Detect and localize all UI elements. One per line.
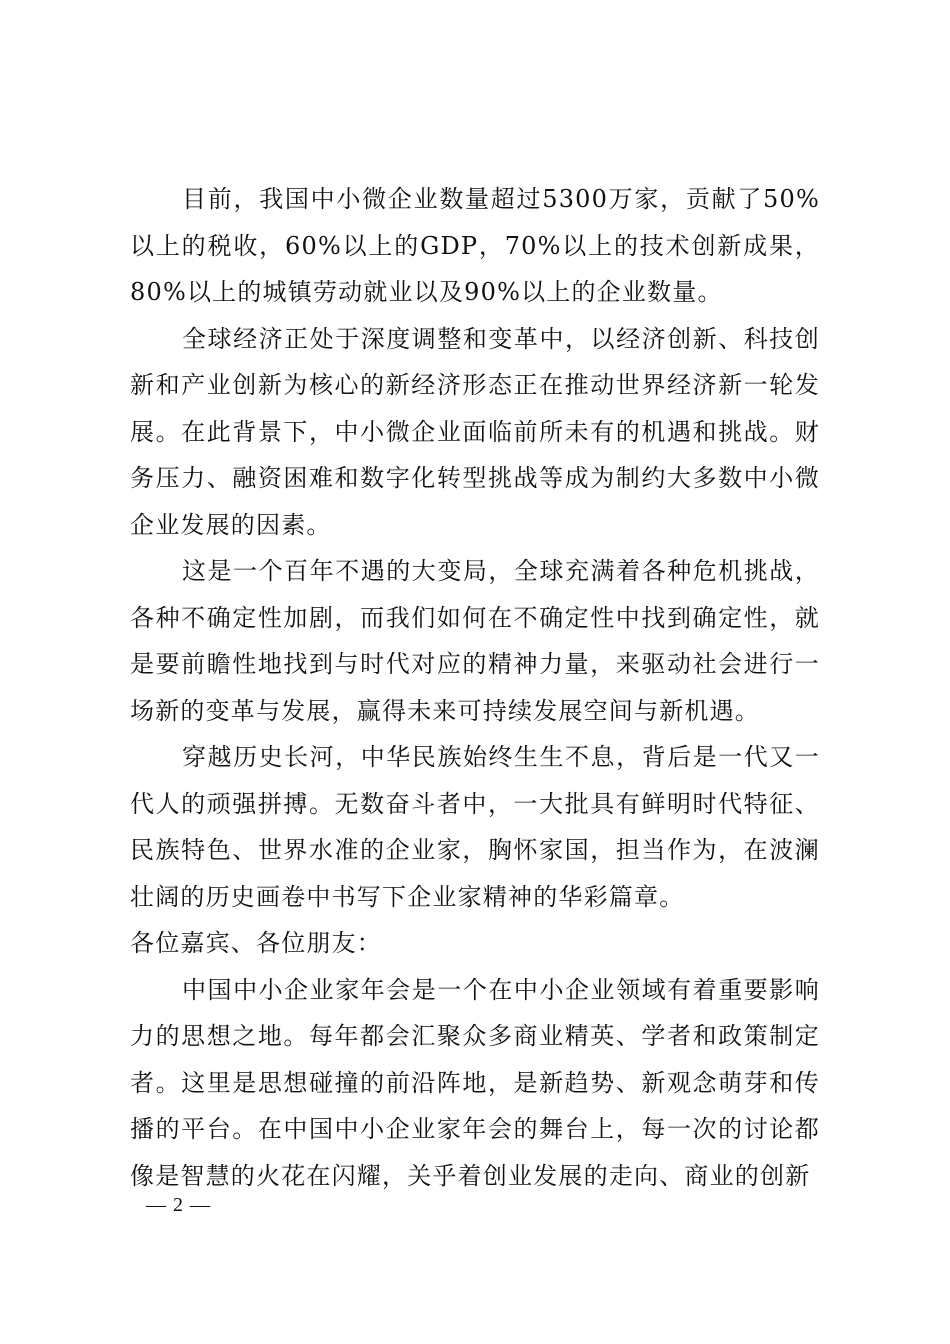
paragraph-entrepreneur-spirit: 穿越历史长河，中华民族始终生生不息，背后是一代又一代人的顽强拼搏。无数奋斗者中，一大批具有鲜明时代特征、民族特色、世界水准的企业家，胸怀家国，担当作为，在波澜壮阔的历史画卷中书写下企业家精神的华彩篇章。 — [130, 743, 820, 911]
paragraph-global-economy: 全球经济正处于深度调整和变革中，以经济创新、科技创新和产业创新为核心的新经济形态正在推动世界经济新一轮发展。在此背景下，中小微企业面临前所未有的机遇和挑战。财务压力、融资困难和数字化转型挑战等成为制约大多数中小微企业发展的因素。 — [130, 324, 820, 539]
paragraph-great-change: 这是一个百年不遇的大变局，全球充满着各种危机挑战，各种不确定性加剧，而我们如何在不确定性中找到确定性，就是要前瞻性地找到与时代对应的精神力量，来驱动社会进行一场新的变革与发展，赢得未来可持续发展空间与新机遇。 — [130, 557, 820, 725]
greeting-line: 各位嘉宾、各位朋友： — [130, 929, 382, 957]
document-body — [130, 176, 820, 1199]
page-number: — 2 — — [146, 1194, 211, 1216]
paragraph-annual-conference: 中国中小企业家年会是一个在中小企业领域有着重要影响力的思想之地。每年都会汇聚众多商业精英、学者和政策制定者。这里是思想碰撞的前沿阵地，是新趋势、新观念萌芽和传播的平台。在中国中小企业家年会的舞台上，每一次的讨论都像是智慧的火花在闪耀，关乎着创业发展的走向、商业的创新 — [130, 975, 820, 1190]
paragraph-sme-statistics: 目前，我国中小微企业数量超过5300万家，贡献了50%以上的税收，60%以上的GDP，70%以上的技术创新成果，80%以上的城镇劳动就业以及90%以上的企业数量。 — [130, 185, 820, 306]
